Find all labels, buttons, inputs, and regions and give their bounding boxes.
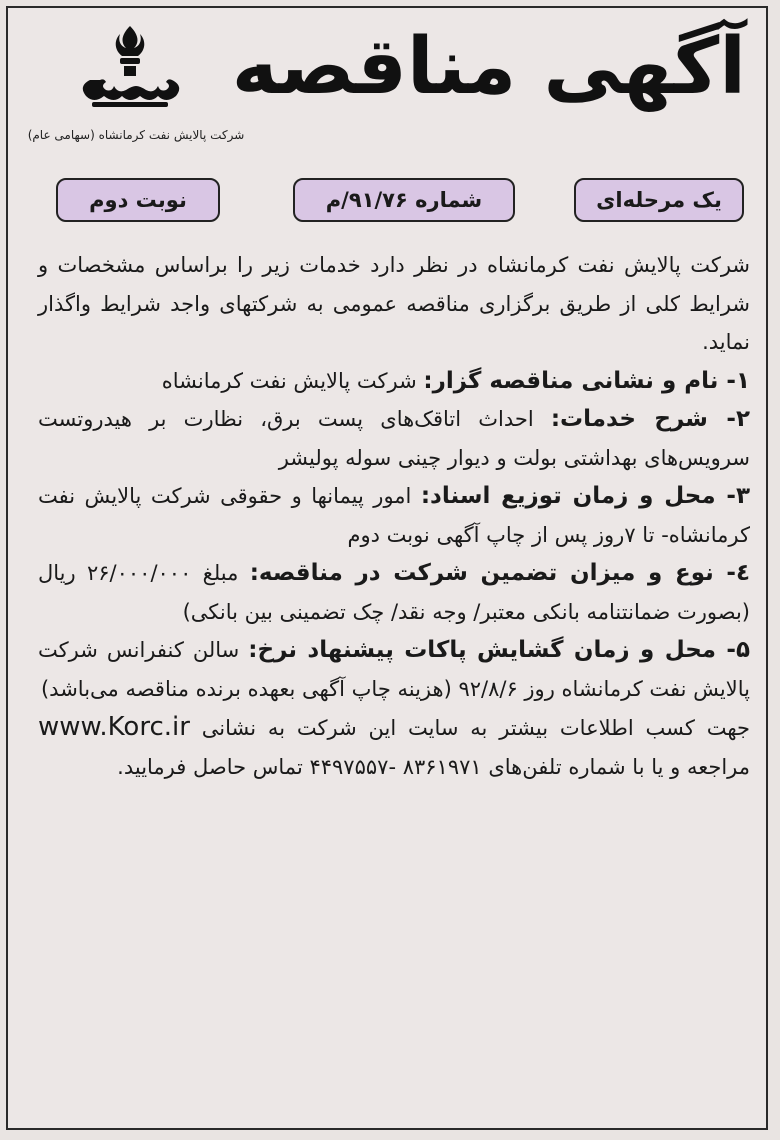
item-label: ۵- محل و زمان گشایش پاکات پیشنهاد نرخ: xyxy=(248,637,750,663)
item-text: مبلغ ۲۶/۰۰۰/۰۰۰ ریال (بصورت ضمانتنامه بانکی معتبر/ وجه نقد/ چک تضمینی بین بانکی) xyxy=(38,561,750,624)
stage-badge: یک مرحله‌ای xyxy=(574,178,744,222)
item-2 xyxy=(38,400,750,477)
notice-body xyxy=(38,246,750,786)
contact-text-2: مراجعه و یا با شماره تلفن‌های ۸۳۶۱۹۷۱ -۴۴۹۷۵۵۷ تماس حاصل فرمایید. xyxy=(117,754,750,779)
tender-notice xyxy=(6,6,768,1130)
item-label: ۳- محل و زمان توزیع اسناد: xyxy=(420,483,750,509)
tender-number-badge: شماره ۹۱/۷۶/م xyxy=(293,178,515,222)
website-link[interactable]: www.Korc.ir xyxy=(38,712,190,742)
intro-paragraph: شرکت پالایش نفت کرمانشاه در نظر دارد خدمات زیر را براساس مشخصات و شرایط کلی از طریق برگزاری مناقصه عمومی به شرکتهای واجد شرایط واگذار نماید. xyxy=(38,253,750,354)
company-logo-icon xyxy=(70,20,190,120)
item-text: امور پیمانها و حقوقی شرکت پالایش نفت کرمانشاه- تا ۷روز پس از چاپ آگهی نوبت دوم xyxy=(38,484,750,547)
company-caption: شرکت پالایش نفت کرمانشاه (سهامی عام) xyxy=(27,128,245,142)
contact-text-1: جهت کسب اطلاعات بیشتر به سایت این شرکت به نشانی xyxy=(189,716,750,740)
notice-title: آگهی مناقصه xyxy=(231,22,746,112)
item-text: سالن کنفرانس شرکت پالایش نفت کرمانشاه روز ۹۲/۸/۶ (هزینه چاپ آگهی بعهده برنده مناقصه می‌باشد) xyxy=(38,638,750,701)
item-label: ٤- نوع و میزان تضمین شرکت در مناقصه: xyxy=(249,560,750,586)
round-badge: نوبت دوم xyxy=(56,178,220,222)
item-4 xyxy=(38,554,750,631)
contact-paragraph xyxy=(38,708,750,786)
item-1 xyxy=(38,362,750,401)
item-3 xyxy=(38,477,750,554)
item-text: شرکت پالایش نفت کرمانشاه xyxy=(161,368,424,393)
item-label: ۲- شرح خدمات: xyxy=(550,406,750,432)
item-5 xyxy=(38,631,750,708)
item-label: ۱- نام و نشانی مناقصه گزار: xyxy=(423,367,750,394)
item-text: احداث اتاقک‌های پست برق، نظارت بر هیدروتست سرویس‌های بهداشتی بولت و دیوار چینی سوله پولیشر xyxy=(38,407,750,470)
